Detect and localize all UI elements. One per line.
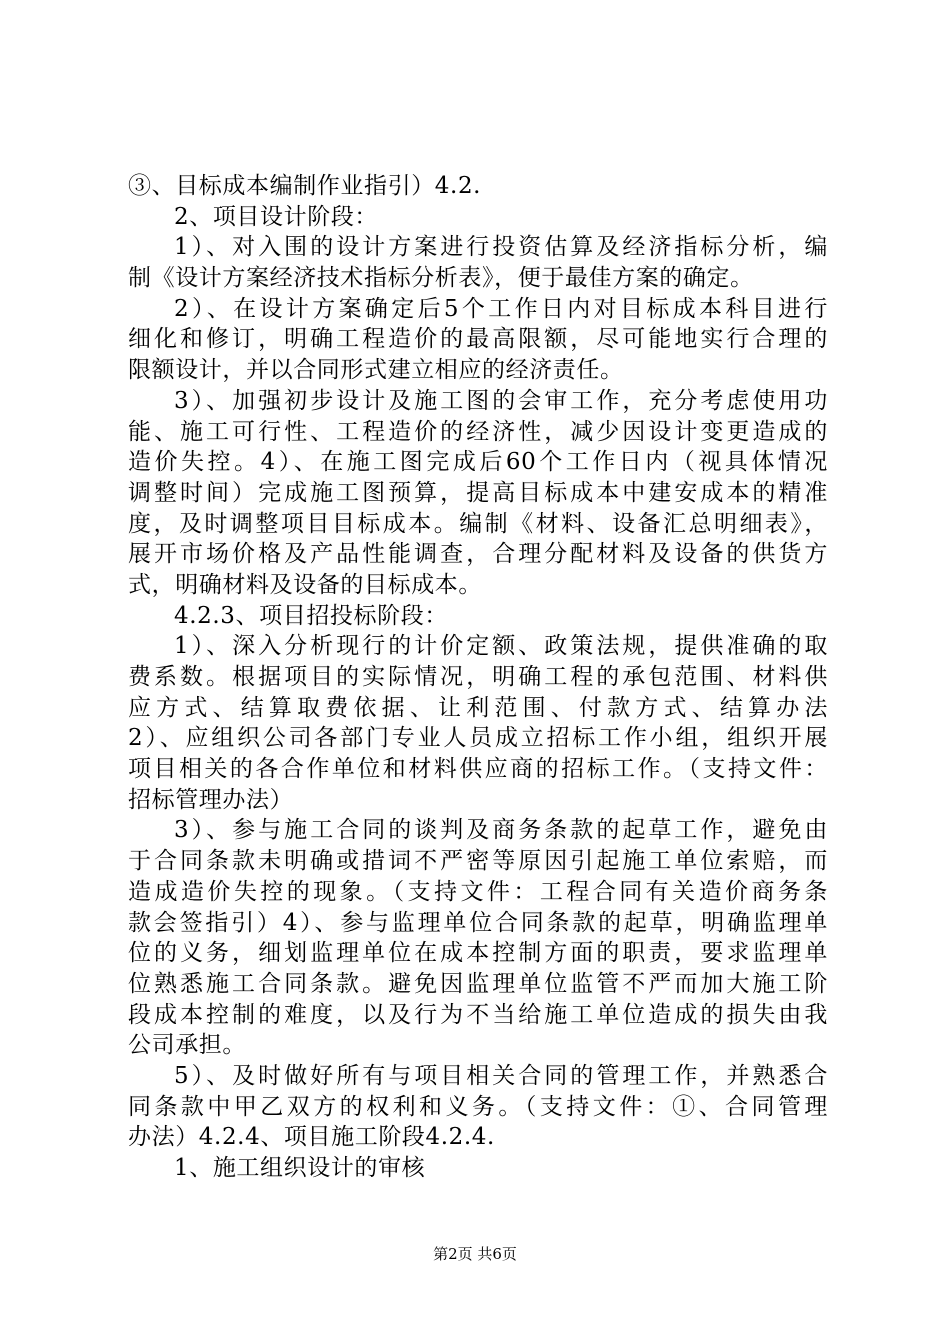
text-line: 应方式、结算取费依据、让利范围、付款方式、结算办法 (128, 694, 828, 721)
text-line: 能、施工可行性、工程造价的经济性，减少因设计变更造成的 (128, 418, 828, 445)
text-line: 细化和修订，明确工程造价的最高限额，尽可能地实行合理的 (128, 326, 828, 353)
section-heading: 2、项目设计阶段： (174, 203, 379, 230)
text-line: 招标管理办法） (128, 786, 294, 813)
text-line: 1）、对入围的设计方案进行投资估算及经济指标分析，编 (174, 234, 828, 261)
text-line: 1）、深入分析现行的计价定额、政策法规，提供准确的取 (174, 633, 828, 660)
text-line: 1、施工组织设计的审核 (174, 1155, 426, 1181)
text-line: 式，明确材料及设备的目标成本。 (128, 571, 482, 598)
document-body (128, 171, 828, 1184)
text-line: 限额设计，并以合同形式建立相应的经济责任。 (128, 357, 624, 384)
text-line: 5）、及时做好所有与项目相关合同的管理工作，并熟悉合 (174, 1062, 828, 1089)
text-line: 位的义务，细划监理单位在成本控制方面的职责，要求监理单 (128, 940, 828, 967)
text-line: 3）、参与施工合同的谈判及商务条款的起草工作，避免由 (174, 817, 828, 844)
text-line: 2）、应组织公司各部门专业人员成立招标工作小组，组织开展 (128, 725, 828, 752)
text-line: 3）、加强初步设计及施工图的会审工作，充分考虑使用功 (174, 387, 828, 414)
text-line: 于合同条款未明确或措词不严密等原因引起施工单位索赔，而 (128, 848, 828, 875)
text-line: 造成造价失控的现象。（支持文件：工程合同有关造价商务条 (128, 878, 828, 905)
text-line: 同条款中甲乙双方的权利和义务。（支持文件：①、合同管理 (128, 1093, 828, 1120)
text-line: 2）、在设计方案确定后5个工作日内对目标成本科目进行 (174, 295, 828, 322)
text-line: 办法）4.2.4、项目施工阶段4.2.4. (128, 1124, 495, 1151)
text-line: 款会签指引）4）、参与监理单位合同条款的起草，明确监理单 (128, 909, 828, 936)
text-line: 项目相关的各合作单位和材料供应商的招标工作。（支持文件： (128, 756, 828, 783)
text-line: 费系数。根据项目的实际情况，明确工程的承包范围、材料供 (128, 664, 828, 690)
text-line: 调整时间）完成施工图预算，提高目标成本中建安成本的精准 (128, 479, 828, 506)
text-line: 展开市场价格及产品性能调查，合理分配材料及设备的供货方 (128, 541, 828, 568)
text-line: 度，及时调整项目目标成本。编制《材料、设备汇总明细表》， (128, 510, 828, 537)
page-footer (0, 1244, 950, 1264)
section-heading: 4.2.3、项目招投标阶段： (174, 602, 448, 629)
text-line: 段成本控制的难度，以及行为不当给施工单位造成的损失由我 (128, 1001, 828, 1028)
text-line: ③、目标成本编制作业指引）4.2. (128, 173, 482, 199)
text-line: 造价失控。4）、在施工图完成后60个工作日内（视具体情况 (128, 449, 828, 476)
text-line: 制《设计方案经济技术指标分析表》，便于最佳方案的确定。 (128, 265, 754, 292)
page-number-label: 第2页 共6页 (433, 1245, 517, 1263)
text-line: 位熟悉施工合同条款。避免因监理单位监管不严而加大施工阶 (128, 970, 828, 997)
text-line: 公司承担。 (128, 1032, 246, 1059)
